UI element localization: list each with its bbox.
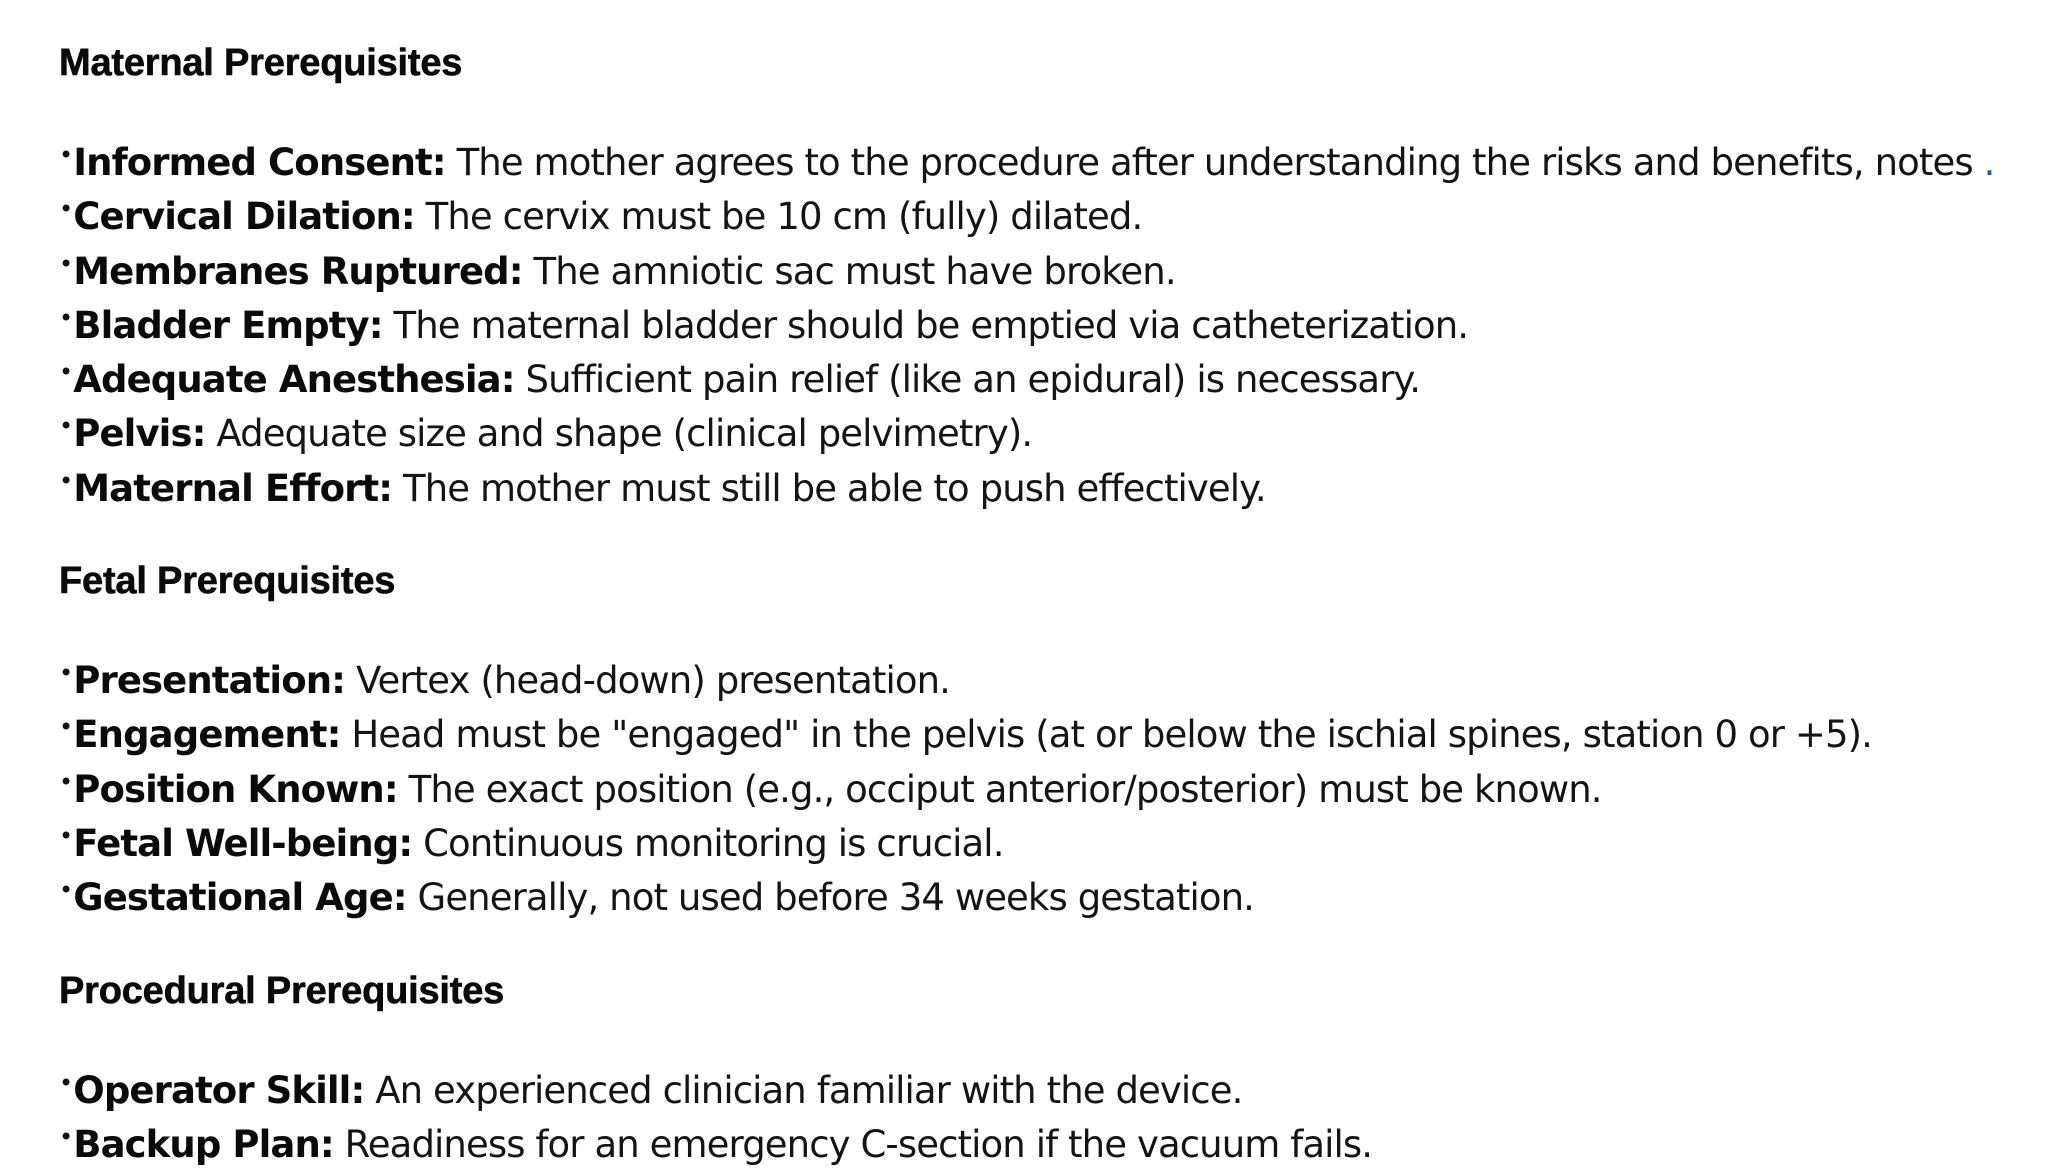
item-term: Adequate Anesthesia: xyxy=(73,358,515,402)
list-item xyxy=(59,1060,2039,1114)
item-term: Bladder Empty: xyxy=(73,303,383,347)
item-term: Operator Skill: xyxy=(73,1068,365,1112)
list-item xyxy=(59,458,2039,512)
item-text: Vertex (head-down) presentation. xyxy=(345,659,950,703)
item-text: The exact position (e.g., occiput anterior/posterior) must be known. xyxy=(397,767,1602,811)
bullet-icon: • xyxy=(59,249,73,278)
bullet-icon: • xyxy=(59,767,73,796)
bullet-icon: • xyxy=(59,466,73,495)
item-text: The amniotic sac must have broken. xyxy=(522,249,1176,293)
item-term: Fetal Well-being: xyxy=(73,821,413,865)
list-item xyxy=(59,813,2039,867)
item-text: The maternal bladder should be emptied via catheterization. xyxy=(382,303,1469,347)
item-text: The cervix must be 10 cm (fully) dilated. xyxy=(414,195,1143,239)
document-page xyxy=(59,40,2039,1168)
notes-link[interactable]: . xyxy=(1983,141,1995,184)
bullet-icon: • xyxy=(59,659,73,688)
item-text: Head must be "engaged" in the pelvis (at or below the ischial spines, station 0 or +5). xyxy=(340,713,1873,757)
list-item xyxy=(59,241,2039,295)
item-text: The mother agrees to the procedure after understanding the risks and benefits, notes xyxy=(445,141,1984,184)
bullet-icon: • xyxy=(59,713,73,742)
item-term: Engagement: xyxy=(73,713,341,757)
item-text: Readiness for an emergency C-section if the vacuum fails. xyxy=(333,1122,1373,1166)
list-item xyxy=(59,295,2039,349)
bullet-icon: • xyxy=(59,195,73,224)
list-item xyxy=(59,704,2039,758)
item-term: Membranes Ruptured: xyxy=(73,249,523,293)
item-text: Continuous monitoring is crucial. xyxy=(412,821,1004,865)
section-heading-maternal: Maternal Prerequisites xyxy=(59,42,463,84)
bullet-icon: • xyxy=(59,876,73,905)
item-text: An experienced clinician familiar with the device. xyxy=(364,1068,1243,1112)
item-term: Informed Consent: xyxy=(73,141,446,184)
list-item xyxy=(59,867,2039,921)
item-term: Pelvis: xyxy=(73,412,206,456)
bullet-icon: • xyxy=(59,1068,73,1097)
item-term: Cervical Dilation: xyxy=(73,195,415,239)
item-term: Gestational Age: xyxy=(73,876,407,920)
bullet-icon: • xyxy=(59,1122,73,1151)
list-item xyxy=(59,759,2039,813)
item-term: Position Known: xyxy=(73,767,398,811)
maternal-prerequisites-list xyxy=(59,132,2039,512)
section-heading-fetal: Fetal Prerequisites xyxy=(59,560,396,603)
item-term: Presentation: xyxy=(73,659,346,703)
list-item xyxy=(59,403,2039,457)
item-term: Backup Plan: xyxy=(73,1122,334,1166)
bullet-icon: • xyxy=(59,412,73,441)
item-term: Maternal Effort: xyxy=(73,466,393,510)
fetal-prerequisites-list xyxy=(59,650,2039,921)
list-item xyxy=(59,650,2039,704)
item-text: The mother must still be able to push effectively. xyxy=(392,466,1266,510)
item-text: Adequate size and shape (clinical pelvimetry). xyxy=(205,412,1033,456)
bullet-icon: • xyxy=(59,303,73,332)
bullet-icon: • xyxy=(59,141,73,169)
list-item xyxy=(59,132,2039,186)
bullet-icon: • xyxy=(59,358,73,387)
bullet-icon: • xyxy=(59,821,73,850)
list-item xyxy=(59,186,2039,240)
item-text: Generally, not used before 34 weeks gestation. xyxy=(406,876,1255,920)
list-item xyxy=(59,349,2039,403)
list-item xyxy=(59,1114,2039,1168)
section-heading-procedural: Procedural Prerequisites xyxy=(59,969,505,1012)
item-text: Sufficient pain relief (like an epidural) is necessary. xyxy=(514,358,1421,402)
